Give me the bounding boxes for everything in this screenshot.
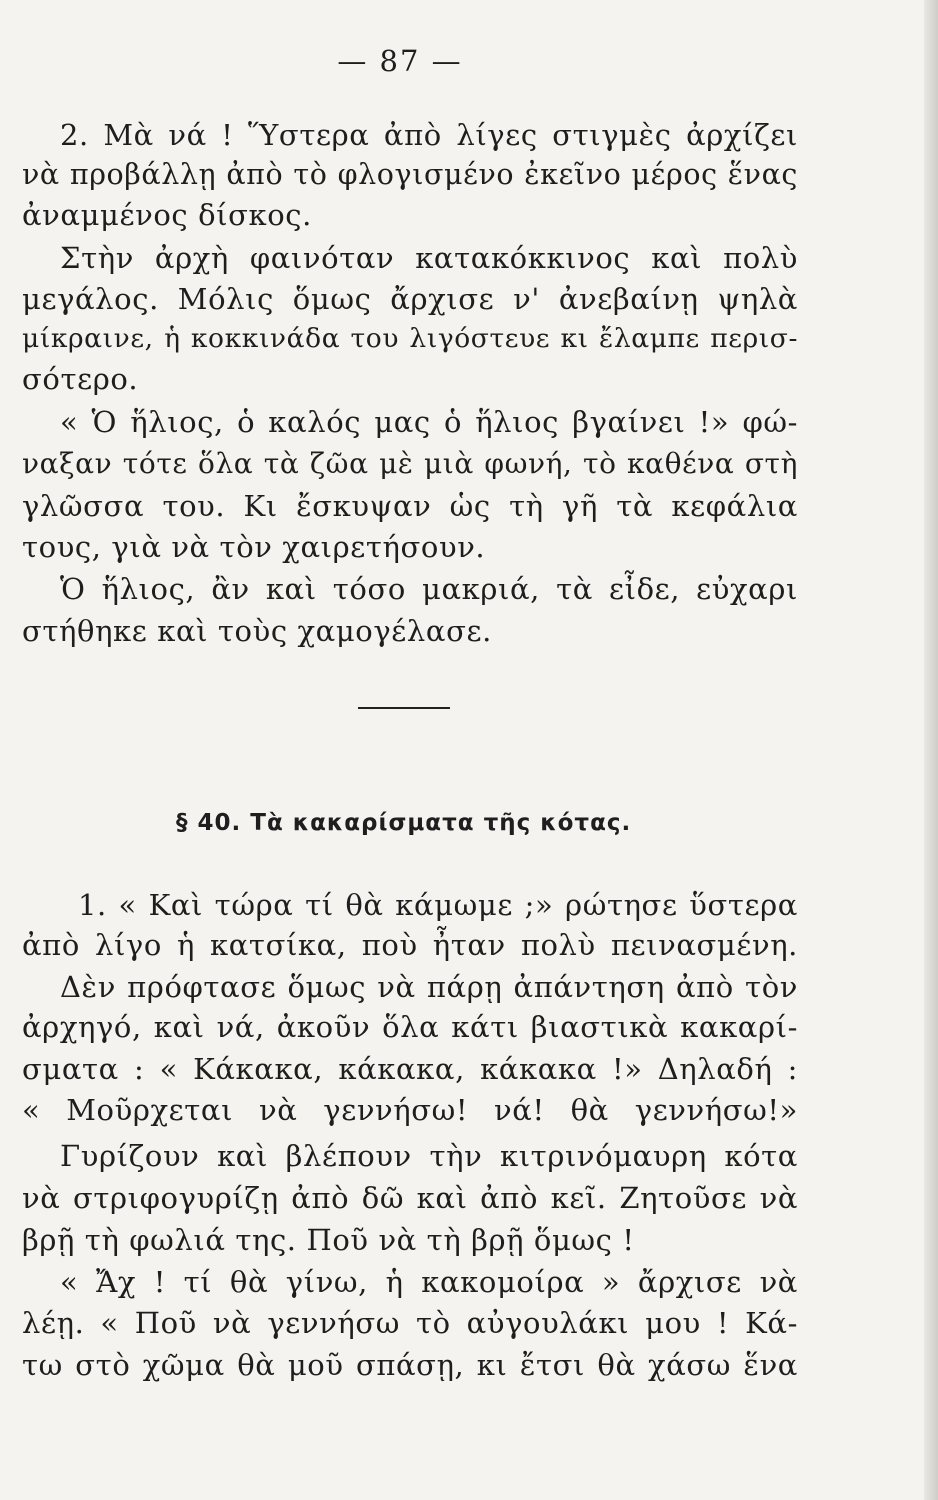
text-line: ἀναμμένος δίσκος.	[22, 198, 312, 232]
text-line: σματα : « Κάκακα, κάκακα, κάκακα !» Δηλαδή :	[22, 1052, 798, 1086]
text-line: στήθηκε καὶ τοὺς χαμογέλασε.	[22, 614, 492, 648]
text-line: ναξαν τότε ὅλα τὰ ζῶα μὲ μιὰ φωνή, τὸ καθένα στὴ	[22, 447, 798, 480]
text-line: μεγάλος. Μόλις ὅμως ἄρχισε ν' ἀνεβαίνῃ ψηλὰ	[22, 282, 798, 316]
text-line: « Μοῦρχεται νὰ γεννήσω! νά! θὰ γεννήσω!»	[22, 1093, 798, 1127]
text-line: Γυρίζουν καὶ βλέπουν τὴν κιτρινόμαυρη κότα	[60, 1139, 798, 1173]
text-line: νὰ προβάλλῃ ἀπὸ τὸ φλογισμένο ἐκεῖνο μέρος ἕνας	[22, 158, 798, 191]
text-line: τω στὸ χῶμα θὰ μοῦ σπάσῃ, κι ἔτσι θὰ χάσω ἕνα	[22, 1348, 798, 1382]
text-line: βρῇ τὴ φωλιά της. Ποῦ νὰ τὴ βρῇ ὅμως !	[22, 1223, 635, 1257]
text-line: μίκραινε, ἡ κοκκινάδα του λιγόστευε κι ἔλαμπε περισ-	[22, 323, 798, 354]
text-line: ἀρχηγό, καὶ νά, ἀκοῦν ὅλα κάτι βιαστικὰ κακαρί-	[22, 1010, 798, 1044]
text-line: τους, γιὰ νὰ τὸν χαιρετήσουν.	[22, 530, 486, 564]
text-line: λέῃ. « Ποῦ νὰ γεννήσω τὸ αὐγουλάκι μου ! Κά-	[22, 1306, 798, 1340]
text-line: Ὁ ἥλιος, ἂν καὶ τόσο μακριά, τὰ εἶδε, εὐχαρι	[60, 572, 798, 606]
text-line: Δὲν πρόφτασε ὅμως νὰ πάρῃ ἀπάντηση ἀπὸ τὸν	[60, 970, 798, 1004]
text-line: ἀπὸ λίγο ἡ κατσίκα, ποὺ ἦταν πολὺ πεινασμένη.	[22, 928, 798, 962]
section-heading: § 40. Τὰ κακαρίσματα τῆς κότας.	[176, 810, 632, 836]
text-line: νὰ στριφογυρίζῃ ἀπὸ δῶ καὶ ἀπὸ κεῖ. Ζητοῦσε νὰ	[22, 1181, 798, 1215]
text-line: 1. « Καὶ τώρα τί θὰ κάμωμε ;» ρώτησε ὕστερα	[78, 888, 798, 922]
text-line: « Ὁ ἥλιος, ὁ καλός μας ὁ ἥλιος βγαίνει !» φώ-	[60, 405, 798, 439]
text-line: σότερο.	[22, 362, 139, 396]
text-line: Στὴν ἀρχὴ φαινόταν κατακόκκινος καὶ πολὺ	[60, 241, 798, 275]
page-number: — 87 —	[337, 44, 463, 78]
page-edge-shadow	[924, 0, 938, 1500]
text-line: « Ἄχ ! τί θὰ γίνω, ἡ κακομοίρα » ἄρχισε νὰ	[60, 1265, 798, 1299]
section-divider	[358, 707, 450, 709]
text-line: γλῶσσα του. Κι ἔσκυψαν ὡς τὴ γῆ τὰ κεφάλια	[22, 489, 798, 523]
text-line: 2. Μὰ νά ! Ὕστερα ἀπὸ λίγες στιγμὲς ἀρχίζει	[60, 118, 798, 152]
